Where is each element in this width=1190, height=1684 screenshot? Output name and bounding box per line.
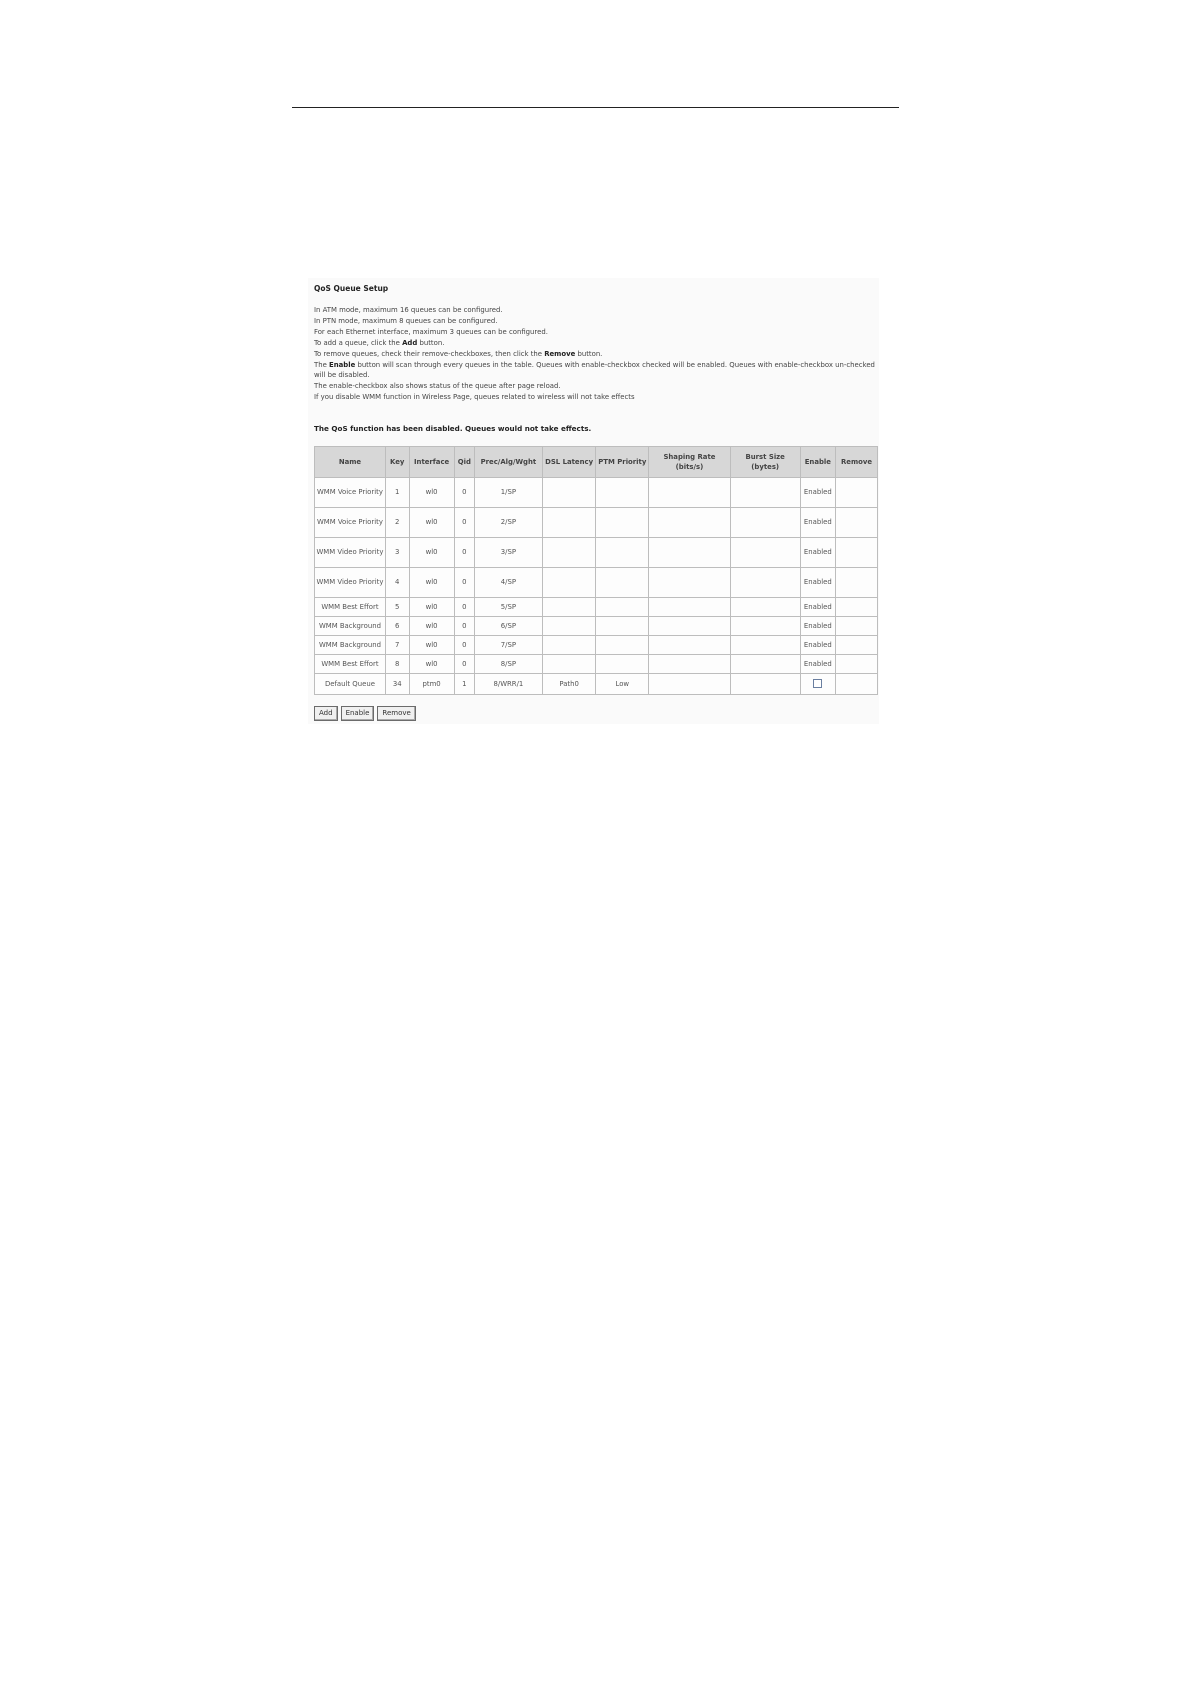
cell-qid: 0 bbox=[454, 617, 474, 636]
cell-burst-size bbox=[730, 655, 800, 674]
cell-ptm-priority bbox=[596, 655, 649, 674]
cell-interface: wl0 bbox=[409, 617, 454, 636]
cell-ptm-priority bbox=[596, 478, 649, 508]
info-line-ethernet: For each Ethernet interface, maximum 3 queues can be configured. bbox=[314, 327, 548, 336]
cell-interface: ptm0 bbox=[409, 674, 454, 695]
cell-burst-size bbox=[730, 617, 800, 636]
cell-key: 34 bbox=[385, 674, 409, 695]
table-row bbox=[315, 568, 878, 598]
header-remove: Remove bbox=[836, 447, 878, 478]
header-dsl-latency: DSL Latency bbox=[542, 447, 596, 478]
cell-qid: 0 bbox=[454, 508, 474, 538]
cell-remove bbox=[836, 655, 878, 674]
cell-key: 6 bbox=[385, 617, 409, 636]
cell-enable-status: Enabled bbox=[800, 568, 835, 598]
info-line-atm: In ATM mode, maximum 16 queues can be configured. bbox=[314, 306, 503, 314]
header-ptm-priority: PTM Priority bbox=[596, 447, 649, 478]
qos-queue-setup-panel bbox=[308, 278, 879, 724]
table-row bbox=[315, 598, 878, 617]
cell-name: WMM Background bbox=[315, 617, 386, 636]
info-line-enable: The Enable button will scan through every queues in the table. Queues with enable-checkbox checked will be enabled. Queues with enable-checkbox un-checked will be disabled. bbox=[314, 360, 875, 380]
info-line-ptm: In PTN mode, maximum 8 queues can be configured. bbox=[314, 316, 498, 325]
cell-name: WMM Background bbox=[315, 636, 386, 655]
cell-ptm-priority bbox=[596, 568, 649, 598]
cell-qid: 0 bbox=[454, 655, 474, 674]
cell-remove bbox=[836, 538, 878, 568]
cell-ptm-priority: Low bbox=[596, 674, 649, 695]
cell-prec: 7/SP bbox=[475, 636, 543, 655]
cell-key: 4 bbox=[385, 568, 409, 598]
info-line-add: To add a queue, click the Add button. bbox=[314, 338, 445, 347]
cell-interface: wl0 bbox=[409, 568, 454, 598]
cell-enable bbox=[800, 674, 835, 695]
table-row bbox=[315, 655, 878, 674]
table-header-row bbox=[315, 447, 878, 478]
action-buttons bbox=[314, 706, 416, 721]
remove-button[interactable]: Remove bbox=[377, 706, 415, 721]
table-row bbox=[315, 674, 878, 695]
cell-burst-size bbox=[730, 598, 800, 617]
cell-remove bbox=[836, 636, 878, 655]
cell-burst-size bbox=[730, 478, 800, 508]
header-prec: Prec/Alg/Wght bbox=[475, 447, 543, 478]
cell-name: WMM Best Effort bbox=[315, 598, 386, 617]
cell-remove bbox=[836, 478, 878, 508]
cell-shaping-rate bbox=[649, 508, 731, 538]
cell-enable-status: Enabled bbox=[800, 655, 835, 674]
cell-ptm-priority bbox=[596, 617, 649, 636]
cell-prec: 3/SP bbox=[475, 538, 543, 568]
cell-dsl-latency bbox=[542, 636, 596, 655]
cell-prec: 5/SP bbox=[475, 598, 543, 617]
cell-dsl-latency bbox=[542, 655, 596, 674]
table-row bbox=[315, 478, 878, 508]
add-button[interactable]: Add bbox=[314, 706, 338, 721]
cell-remove bbox=[836, 598, 878, 617]
cell-qid: 1 bbox=[454, 674, 474, 695]
header-interface: Interface bbox=[409, 447, 454, 478]
cell-key: 5 bbox=[385, 598, 409, 617]
cell-enable-status: Enabled bbox=[800, 478, 835, 508]
cell-ptm-priority bbox=[596, 598, 649, 617]
cell-remove bbox=[836, 568, 878, 598]
cell-qid: 0 bbox=[454, 478, 474, 508]
qos-disabled-warning: The QoS function has been disabled. Queues would not take effects. bbox=[314, 424, 592, 433]
cell-burst-size bbox=[730, 636, 800, 655]
cell-key: 7 bbox=[385, 636, 409, 655]
cell-dsl-latency bbox=[542, 568, 596, 598]
cell-shaping-rate bbox=[649, 538, 731, 568]
cell-qid: 0 bbox=[454, 598, 474, 617]
table-row bbox=[315, 617, 878, 636]
page-top-rule bbox=[292, 107, 899, 108]
cell-key: 8 bbox=[385, 655, 409, 674]
cell-remove bbox=[836, 508, 878, 538]
cell-shaping-rate bbox=[649, 617, 731, 636]
instructions bbox=[314, 305, 880, 403]
cell-interface: wl0 bbox=[409, 598, 454, 617]
header-name: Name bbox=[315, 447, 386, 478]
cell-dsl-latency bbox=[542, 538, 596, 568]
header-shaping-rate: Shaping Rate (bits/s) bbox=[649, 447, 731, 478]
cell-interface: wl0 bbox=[409, 538, 454, 568]
cell-name: WMM Best Effort bbox=[315, 655, 386, 674]
cell-enable-status: Enabled bbox=[800, 617, 835, 636]
cell-dsl-latency bbox=[542, 478, 596, 508]
cell-interface: wl0 bbox=[409, 508, 454, 538]
cell-burst-size bbox=[730, 674, 800, 695]
enable-checkbox[interactable] bbox=[813, 679, 822, 688]
cell-shaping-rate bbox=[649, 655, 731, 674]
info-line-remove: To remove queues, check their remove-checkboxes, then click the Remove button. bbox=[314, 349, 603, 358]
header-enable: Enable bbox=[800, 447, 835, 478]
header-burst-size: Burst Size (bytes) bbox=[730, 447, 800, 478]
cell-key: 1 bbox=[385, 478, 409, 508]
cell-qid: 0 bbox=[454, 568, 474, 598]
cell-interface: wl0 bbox=[409, 636, 454, 655]
cell-name: Default Queue bbox=[315, 674, 386, 695]
table-row bbox=[315, 538, 878, 568]
page-title: QoS Queue Setup bbox=[314, 284, 389, 293]
cell-enable-status: Enabled bbox=[800, 636, 835, 655]
cell-key: 2 bbox=[385, 508, 409, 538]
cell-prec: 2/SP bbox=[475, 508, 543, 538]
cell-burst-size bbox=[730, 508, 800, 538]
cell-enable-status: Enabled bbox=[800, 508, 835, 538]
cell-name: WMM Voice Priority bbox=[315, 508, 386, 538]
cell-dsl-latency bbox=[542, 508, 596, 538]
cell-enable-status: Enabled bbox=[800, 598, 835, 617]
cell-interface: wl0 bbox=[409, 655, 454, 674]
cell-interface: wl0 bbox=[409, 478, 454, 508]
cell-ptm-priority bbox=[596, 636, 649, 655]
cell-prec: 6/SP bbox=[475, 617, 543, 636]
cell-enable-status: Enabled bbox=[800, 538, 835, 568]
cell-dsl-latency: Path0 bbox=[542, 674, 596, 695]
header-key: Key bbox=[385, 447, 409, 478]
cell-shaping-rate bbox=[649, 674, 731, 695]
cell-prec: 8/SP bbox=[475, 655, 543, 674]
cell-shaping-rate bbox=[649, 568, 731, 598]
cell-shaping-rate bbox=[649, 478, 731, 508]
cell-qid: 0 bbox=[454, 538, 474, 568]
cell-remove bbox=[836, 674, 878, 695]
cell-ptm-priority bbox=[596, 508, 649, 538]
cell-shaping-rate bbox=[649, 598, 731, 617]
cell-shaping-rate bbox=[649, 636, 731, 655]
table-row bbox=[315, 636, 878, 655]
cell-qid: 0 bbox=[454, 636, 474, 655]
enable-button[interactable]: Enable bbox=[341, 706, 375, 721]
info-line-wmm: If you disable WMM function in Wireless Page, queues related to wireless will not take effects bbox=[314, 393, 635, 402]
cell-name: WMM Video Priority bbox=[315, 538, 386, 568]
queue-table bbox=[314, 446, 878, 695]
cell-ptm-priority bbox=[596, 538, 649, 568]
cell-name: WMM Video Priority bbox=[315, 568, 386, 598]
cell-prec: 1/SP bbox=[475, 478, 543, 508]
cell-burst-size bbox=[730, 568, 800, 598]
cell-prec: 8/WRR/1 bbox=[475, 674, 543, 695]
table-row bbox=[315, 508, 878, 538]
cell-dsl-latency bbox=[542, 617, 596, 636]
info-line-status: The enable-checkbox also shows status of the queue after page reload. bbox=[314, 382, 561, 391]
cell-key: 3 bbox=[385, 538, 409, 568]
cell-burst-size bbox=[730, 538, 800, 568]
cell-prec: 4/SP bbox=[475, 568, 543, 598]
cell-remove bbox=[836, 617, 878, 636]
cell-dsl-latency bbox=[542, 598, 596, 617]
header-qid: Qid bbox=[454, 447, 474, 478]
cell-name: WMM Voice Priority bbox=[315, 478, 386, 508]
